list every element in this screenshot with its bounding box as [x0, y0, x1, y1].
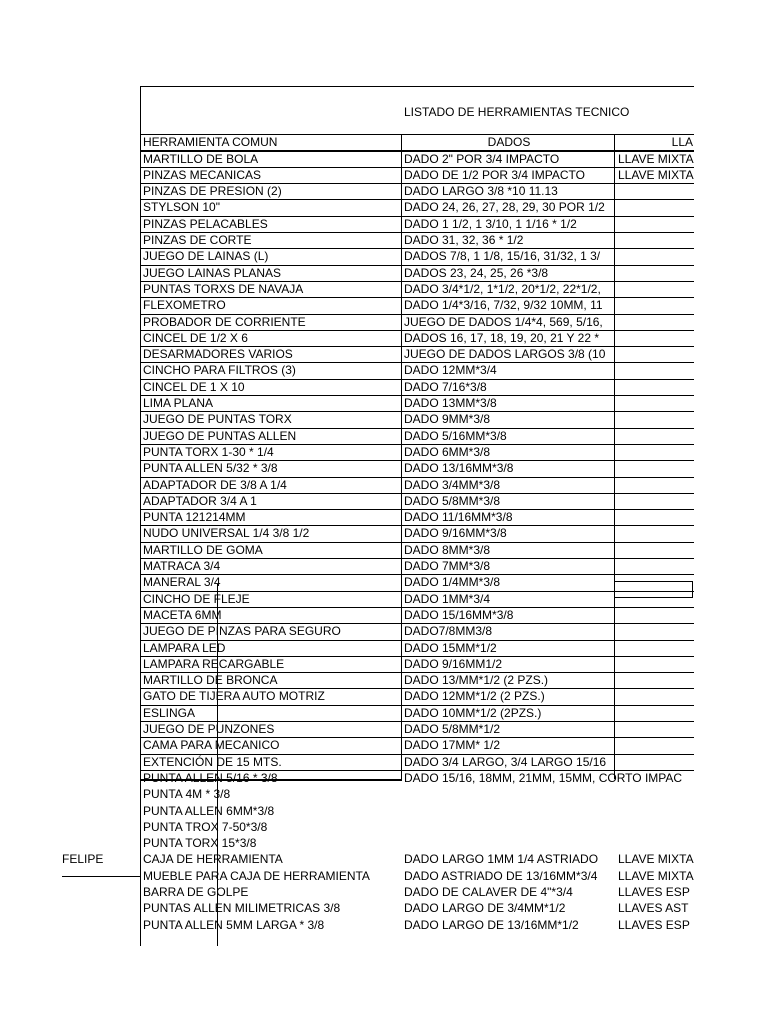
table-row — [0, 640, 768, 656]
table-row — [0, 656, 768, 672]
cell-herramienta: PUNTA TORX 1-30 * 1/4 — [143, 444, 274, 459]
cell-llaves — [618, 362, 693, 378]
cell-llaves — [618, 428, 693, 444]
table-row — [0, 819, 768, 835]
cell-llaves: LLAVES ESP — [618, 885, 690, 899]
cell-llaves — [618, 477, 693, 493]
cell-herramienta: GATO DE TIJERA AUTO MOTRIZ — [143, 689, 325, 704]
cell-herramienta: PUNTA ALLEN 5/32 * 3/8 — [143, 461, 278, 476]
cell-llaves — [618, 607, 693, 623]
cell-dados: DADO 3/4MM*3/8 — [404, 477, 501, 492]
cell-herramienta: PUNTA TORX 15*3/8 — [143, 836, 257, 851]
cell-herramienta: CAJA DE HERRAMIENTA — [143, 852, 283, 867]
cell-llaves — [618, 265, 693, 281]
cell-herramienta: MACETA 6MM — [143, 607, 222, 622]
table-row — [0, 558, 768, 574]
cell-herramienta: CINCHO PARA FILTROS (3) — [143, 363, 296, 378]
cell-dados: DADO 2" POR 3/4 IMPACTO — [404, 151, 560, 166]
cell-llaves — [618, 411, 693, 427]
cell-herramienta: BARRA DE GOLPE — [143, 885, 249, 899]
cell-llaves — [618, 705, 693, 721]
table-row — [0, 868, 768, 884]
table-row — [0, 362, 768, 378]
cell-herramienta: LAMPARA LED — [143, 640, 226, 655]
cell-dados — [404, 819, 614, 835]
sheet-title: LISTADO DE HERRAMIENTAS TECNICO — [404, 105, 630, 119]
cell-dados — [404, 803, 614, 819]
cell-llaves — [618, 640, 693, 656]
table-row — [0, 460, 768, 476]
table-row — [0, 737, 768, 753]
cell-herramienta: JUEGO LAINAS PLANAS — [143, 265, 282, 280]
cell-llaves — [618, 444, 693, 460]
cell-herramienta: MARTILLO DE GOMA — [143, 542, 263, 557]
cell-herramienta: PINZAS PELACABLES — [143, 216, 268, 231]
cell-llaves — [618, 623, 693, 639]
cell-dados: DADO LARGO DE 3/4MM*1/2 — [404, 901, 566, 916]
cell-llaves — [618, 656, 693, 672]
cell-llaves — [618, 216, 693, 232]
cell-herramienta: JUEGO DE PINZAS PARA SEGURO — [143, 624, 341, 639]
cell-dados: DADO 12MM*3/4 — [404, 363, 497, 378]
cell-dados: DADO7/8MM3/8 — [404, 624, 493, 639]
table-row — [0, 754, 768, 770]
cell-dados: DADO 8MM*3/8 — [404, 542, 491, 557]
cell-dados: DADO 1MM*3/4 — [404, 591, 491, 606]
cell-herramienta: PINZAS MECANICAS — [143, 167, 262, 182]
cell-herramienta: JUEGO DE PUNTAS TORX — [143, 412, 292, 427]
table-row — [0, 786, 768, 802]
table-row — [0, 265, 768, 281]
table-row — [0, 346, 768, 362]
cell-herramienta: PINZAS DE CORTE — [143, 233, 252, 247]
cell-dados: JUEGO DE DADOS 1/4*4, 569, 5/16, — [404, 314, 603, 329]
cell-dados: DADO 13/16MM*3/8 — [404, 461, 514, 476]
table-row — [0, 330, 768, 346]
table-row — [0, 607, 768, 623]
cell-dados: DADOS 7/8, 1 1/8, 15/16, 31/32, 1 3/ — [404, 249, 601, 264]
table-row — [0, 199, 768, 215]
cell-llaves — [618, 803, 693, 819]
cell-dados: DADO 7/16*3/8 — [404, 379, 487, 394]
cell-herramienta: MARTILLO DE BOLA — [143, 151, 259, 166]
cell-llaves — [618, 493, 693, 509]
cell-herramienta: CINCHO DE FLEJE — [143, 591, 250, 606]
cell-llaves — [618, 574, 693, 590]
table-row — [0, 574, 768, 590]
table-row — [0, 509, 768, 525]
table-row — [0, 688, 768, 704]
cell-llaves: LLAVE MIXTA — [618, 151, 694, 166]
table-row — [0, 917, 768, 933]
table-row — [0, 477, 768, 493]
cell-dados: DADO DE CALAVER DE 4"*3/4 — [404, 885, 573, 899]
cell-llaves — [618, 346, 693, 362]
cell-dados: DADOS 16, 17, 18, 19, 20, 21 Y 22 * — [404, 330, 600, 345]
table-row — [0, 444, 768, 460]
cell-herramienta: PUNTA ALLEN 6MM*3/8 — [143, 803, 275, 818]
cell-dados: DADO 31, 32, 36 * 1/2 — [404, 233, 524, 247]
table-row — [0, 721, 768, 737]
cell-herramienta: ADAPTADOR 3/4 A 1 — [143, 493, 257, 508]
table-row — [0, 803, 768, 819]
table-row — [0, 851, 768, 867]
cell-llaves — [618, 754, 693, 770]
cell-llaves: LLAVE MIXTA — [618, 868, 694, 883]
cell-llaves — [618, 232, 693, 248]
table-row — [0, 525, 768, 541]
cell-llaves — [618, 199, 693, 215]
table-row — [0, 623, 768, 639]
cell-herramienta: ESLINGA — [143, 705, 196, 720]
cell-llaves — [618, 721, 693, 737]
cell-herramienta: MATRACA 3/4 — [143, 559, 221, 573]
table-row — [0, 151, 768, 167]
table-row — [0, 281, 768, 297]
cell-herramienta: JUEGO DE LAINAS (L) — [143, 249, 269, 264]
cell-herramienta: PROBADOR DE CORRIENTE — [143, 314, 306, 329]
cell-herramienta: LIMA PLANA — [143, 396, 214, 410]
cell-llaves — [618, 770, 693, 786]
cell-llaves — [618, 737, 693, 753]
cell-herramienta: MANERAL 3/4 — [143, 575, 221, 590]
cell-herramienta: ADAPTADOR DE 3/8 A 1/4 — [143, 477, 287, 492]
cell-dados: DADO 7MM*3/8 — [404, 559, 491, 573]
table-row — [0, 232, 768, 248]
cell-llaves — [618, 460, 693, 476]
cell-dados: DADO LARGO DE 13/16MM*1/2 — [404, 917, 579, 932]
cell-llaves — [618, 395, 693, 411]
table-row — [0, 395, 768, 411]
cell-dados: DADO 10MM*1/2 (2PZS.) — [404, 705, 542, 720]
cell-dados: DADO 9/16MM*3/8 — [404, 526, 507, 541]
row-label: FELIPE — [62, 852, 104, 867]
cell-dados: DADO 6MM*3/8 — [404, 444, 491, 459]
grid-line — [140, 86, 694, 87]
cell-llaves — [618, 248, 693, 264]
table-row — [0, 167, 768, 183]
cell-herramienta: PUNTAS ALLEN MILIMETRICAS 3/8 — [143, 901, 341, 916]
cell-dados: JUEGO DE DADOS LARGOS 3/8 (10 — [404, 347, 606, 362]
cell-dados: DADO 24, 26, 27, 28, 29, 30 POR 1/2 — [404, 200, 605, 215]
cell-llaves — [618, 542, 693, 558]
cell-dados — [404, 835, 614, 851]
cell-herramienta: PUNTA 4M * 3/8 — [143, 787, 231, 802]
table-row — [0, 884, 768, 900]
cell-herramienta: JUEGO DE PUNTAS ALLEN — [143, 428, 297, 443]
cell-llaves — [618, 525, 693, 541]
cell-llaves — [618, 509, 693, 525]
cell-herramienta: MUEBLE PARA CAJA DE HERRAMIENTA — [143, 868, 370, 883]
cell-llaves — [618, 314, 693, 330]
cell-dados: DADO 15MM*1/2 — [404, 640, 497, 655]
table-row — [0, 297, 768, 313]
cell-dados: DADO 11/16MM*3/8 — [404, 510, 513, 525]
table-row — [0, 591, 768, 607]
table-row — [0, 216, 768, 232]
table-row — [0, 900, 768, 916]
table-row — [0, 411, 768, 427]
cell-llaves — [618, 688, 693, 704]
cell-herramienta: PUNTA ALLEN 5/16 * 3/8 — [143, 770, 278, 785]
cell-dados: DADO 9/16MM1/2 — [404, 656, 503, 671]
table-row — [0, 183, 768, 199]
cell-dados: DADO 5/8MM*1/2 — [404, 722, 501, 736]
cell-dados: DADO 1/4MM*3/8 — [404, 575, 501, 590]
cell-dados: DADO 1 1/2, 1 3/10, 1 1/16 * 1/2 — [404, 216, 577, 231]
cell-dados: DADO 17MM* 1/2 — [404, 738, 501, 753]
cell-herramienta: MARTILLO DE BRONCA — [143, 673, 278, 688]
cell-herramienta: PINZAS DE PRESION (2) — [143, 184, 282, 199]
cell-llaves — [618, 281, 693, 297]
cell-herramienta: CINCEL DE 1 X 10 — [143, 379, 245, 394]
cell-herramienta: PUNTAS TORXS DE NAVAJA — [143, 281, 304, 296]
cell-llaves — [618, 835, 693, 851]
cell-dados: DADO LARGO 1MM 1/4 ASTRIADO — [404, 852, 599, 867]
cell-llaves — [618, 330, 693, 346]
cell-herramienta: NUDO UNIVERSAL 1/4 3/8 1/2 — [143, 526, 310, 541]
cell-herramienta: CAMA PARA MECANICO — [143, 738, 280, 753]
cell-llaves — [618, 558, 693, 574]
cell-dados: DADO DE 1/2 POR 3/4 IMPACTO — [404, 167, 585, 182]
table-row — [0, 314, 768, 330]
cell-dados: DADO 13/MM*1/2 (2 PZS.) — [404, 673, 549, 688]
table-row — [0, 428, 768, 444]
cell-herramienta: CINCEL DE 1/2 X 6 — [143, 330, 248, 345]
cell-herramienta: EXTENCIÓN DE 15 MTS. — [143, 754, 282, 769]
table-row — [0, 835, 768, 851]
cell-llaves — [618, 591, 693, 607]
cell-dados: DADO ASTRIADO DE 13/16MM*3/4 — [404, 868, 598, 883]
cell-llaves — [618, 819, 693, 835]
table-row — [0, 248, 768, 264]
cell-herramienta: JUEGO DE PUNZONES — [143, 722, 275, 736]
cell-dados: DADO 15/16MM*3/8 — [404, 607, 514, 622]
cell-herramienta: FLEXOMETRO — [143, 298, 226, 313]
cell-herramienta: DESARMADORES VARIOS — [143, 347, 293, 362]
cell-llaves: LLAVES AST — [618, 901, 689, 916]
cell-llaves — [618, 183, 693, 199]
cell-dados: DADO 3/4*1/2, 1*1/2, 20*1/2, 22*1/2, — [404, 281, 601, 296]
table-row — [0, 379, 768, 395]
cell-herramienta: STYLSON 10" — [143, 200, 220, 215]
cell-dados: DADOS 23, 24, 25, 26 *3/8 — [404, 265, 549, 280]
cell-dados: DADO 1/4*3/16, 7/32, 9/32 10MM, 11 — [404, 298, 603, 313]
table-row — [0, 493, 768, 509]
cell-llaves — [618, 672, 693, 688]
table-row — [0, 542, 768, 558]
header-llaves: LLA — [671, 135, 693, 149]
cell-llaves — [618, 786, 693, 802]
cell-herramienta: PUNTA ALLEN 5MM LARGA * 3/8 — [143, 917, 325, 932]
cell-herramienta: PUNTA 121214MM — [143, 510, 246, 525]
cell-dados: DADO 3/4 LARGO, 3/4 LARGO 15/16 — [404, 754, 607, 769]
cell-llaves — [618, 297, 693, 313]
header-dados: DADOS — [487, 135, 531, 149]
cell-llaves: LLAVE MIXTA — [618, 852, 694, 867]
cell-dados: DADO 12MM*1/2 (2 PZS.) — [404, 689, 545, 704]
table-row — [0, 770, 768, 786]
cell-dados: DADO 15/16, 18MM, 21MM, 15MM, CORTO IMPAC — [404, 770, 683, 785]
cell-dados: DADO 5/16MM*3/8 — [404, 428, 507, 443]
cell-dados: DADO 9MM*3/8 — [404, 412, 491, 427]
cell-llaves — [618, 379, 693, 395]
cell-dados: DADO 13MM*3/8 — [404, 396, 497, 410]
cell-herramienta: LAMPARA RECARGABLE — [143, 656, 285, 671]
cell-dados — [404, 786, 614, 802]
cell-herramienta: PUNTA TROX 7-50*3/8 — [143, 819, 268, 834]
cell-dados: DADO 5/8MM*3/8 — [404, 493, 501, 508]
header-herramienta: HERRAMIENTA COMUN — [143, 135, 278, 149]
cell-llaves: LLAVES ESP — [618, 917, 690, 932]
cell-dados: DADO LARGO 3/8 *10 11.13 — [404, 184, 558, 199]
cell-llaves: LLAVE MIXTA — [618, 167, 694, 182]
table-row — [0, 705, 768, 721]
table-row — [0, 672, 768, 688]
